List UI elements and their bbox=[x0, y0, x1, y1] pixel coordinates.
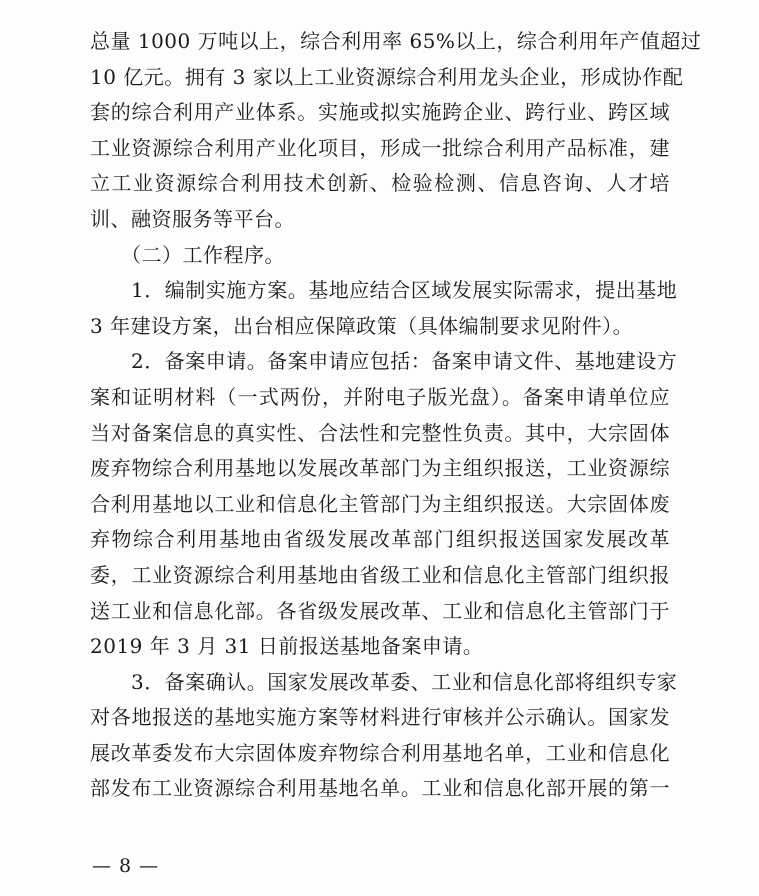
text-line: 工业资源综合利用产业化项目，形成一批综合利用产品标准，建 bbox=[90, 135, 670, 160]
section-heading: （二）工作程序。 bbox=[90, 242, 285, 267]
text-line: 套的综合利用产业体系。实施或拟实施跨企业、跨行业、跨区域 bbox=[90, 100, 670, 125]
text-line: 训、融资服务等平台。 bbox=[90, 206, 295, 231]
text-line: 送工业和信息化部。各省级发展改革、工业和信息化主管部门于 bbox=[90, 598, 670, 623]
text-line: 合利用基地以工业和信息化主管部门为主组织报送。大宗固体废 bbox=[90, 491, 670, 516]
text-line: 委，工业资源综合利用基地由省级工业和信息化主管部门组织报 bbox=[90, 562, 670, 587]
text-line: 3 年建设方案，出台相应保障政策（具体编制要求见附件）。 bbox=[90, 313, 634, 338]
text-line: 弃物综合利用基地由省级发展改革部门组织报送国家发展改革 bbox=[90, 527, 670, 552]
text-line: 立工业资源综合利用技术创新、检验检测、信息咨询、人才培 bbox=[90, 171, 670, 196]
text-line: 废弃物综合利用基地以发展改革部门为主组织报送，工业资源综 bbox=[90, 456, 670, 481]
text-line: 3．备案确认。国家发展改革委、工业和信息化部将组织专家 bbox=[90, 669, 678, 694]
text-line: 部发布工业资源综合利用基地名单。工业和信息化部开展的第一 bbox=[90, 776, 670, 801]
text-line: 当对备案信息的真实性、合法性和完整性负责。其中，大宗固体 bbox=[90, 420, 670, 445]
text-line: 展改革委发布大宗固体废弃物综合利用基地名单，工业和信息化 bbox=[90, 740, 670, 765]
body-text bbox=[90, 24, 702, 807]
text-line: 案和证明材料（一式两份，并附电子版光盘）。备案申请单位应 bbox=[90, 384, 670, 409]
text-line: 总量 1000 万吨以上，综合利用率 65%以上，综合利用年产值超过 bbox=[90, 29, 702, 53]
page-number: — 8 — bbox=[92, 855, 160, 877]
text-line: 2．备案申请。备案申请应包括：备案申请文件、基地建设方 bbox=[90, 349, 678, 374]
text-line: 10 亿元。拥有 3 家以上工业资源综合利用龙头企业，形成协作配 bbox=[90, 64, 684, 89]
text-line: 1．编制实施方案。基地应结合区域发展实际需求，提出基地 bbox=[90, 278, 678, 303]
text-line: 2019 年 3 月 31 日前报送基地备案申请。 bbox=[90, 634, 484, 659]
text-line: 对各地报送的基地实施方案等材料进行审核并公示确认。国家发 bbox=[90, 705, 670, 730]
